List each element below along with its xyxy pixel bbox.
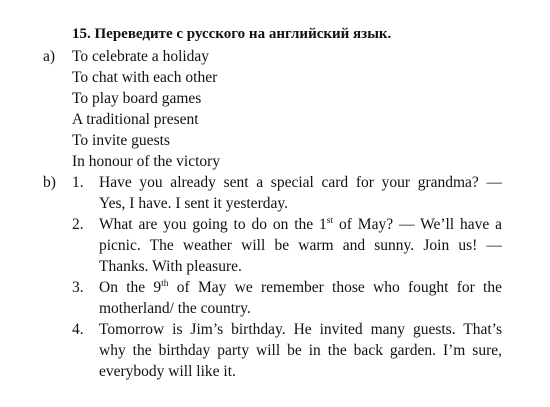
item-line: Yes, I have. I sent it yesterday. (99, 195, 288, 212)
item-line: motherland/ the country. (99, 300, 251, 317)
item-line: Tomorrow is Jim’s birthday. He invited many guests. That’s (99, 321, 502, 338)
ordinal-suffix: th (161, 279, 169, 289)
part-b-marker: b) (43, 174, 56, 191)
item-number: 3. (72, 279, 84, 296)
phrase-line: To celebrate a holiday (72, 48, 210, 65)
item-number: 2. (72, 216, 84, 233)
item-line: why the birthday party will be in the back garden. I’m sure, (99, 342, 502, 359)
item-line: everybody will like it. (99, 363, 236, 380)
list-item (99, 277, 502, 319)
item-line (99, 277, 502, 298)
phrase-line: In honour of the victory (72, 153, 221, 170)
exercise-title: 15. Переведите с русского на английский язык. (72, 26, 392, 42)
phrase-line: To chat with each other (72, 69, 218, 86)
item-number: 1. (72, 174, 84, 191)
item-number: 4. (72, 321, 84, 338)
item-line (99, 214, 502, 235)
phrase-line: A traditional present (72, 111, 199, 128)
phrase-line: To play board games (72, 90, 202, 107)
item-text: What are you going to do on the 1 (99, 216, 327, 233)
item-text: On the 9 (99, 279, 162, 296)
item-line: picnic. The weather will be warm and sunny. Join us! — (99, 237, 502, 254)
item-line: Thanks. With pleasure. (99, 258, 242, 275)
item-line: Have you already sent a special card for your grandma? — (99, 174, 502, 191)
list-item (99, 214, 502, 277)
list-item (99, 172, 502, 214)
item-text: of May? — We’ll have a (333, 216, 502, 233)
part-a-marker: a) (43, 48, 56, 65)
phrase-line: To invite guests (72, 132, 170, 149)
ordinal-suffix: st (326, 216, 334, 226)
list-item (99, 319, 502, 382)
item-text: of May we remember those who fought for the (168, 279, 502, 296)
